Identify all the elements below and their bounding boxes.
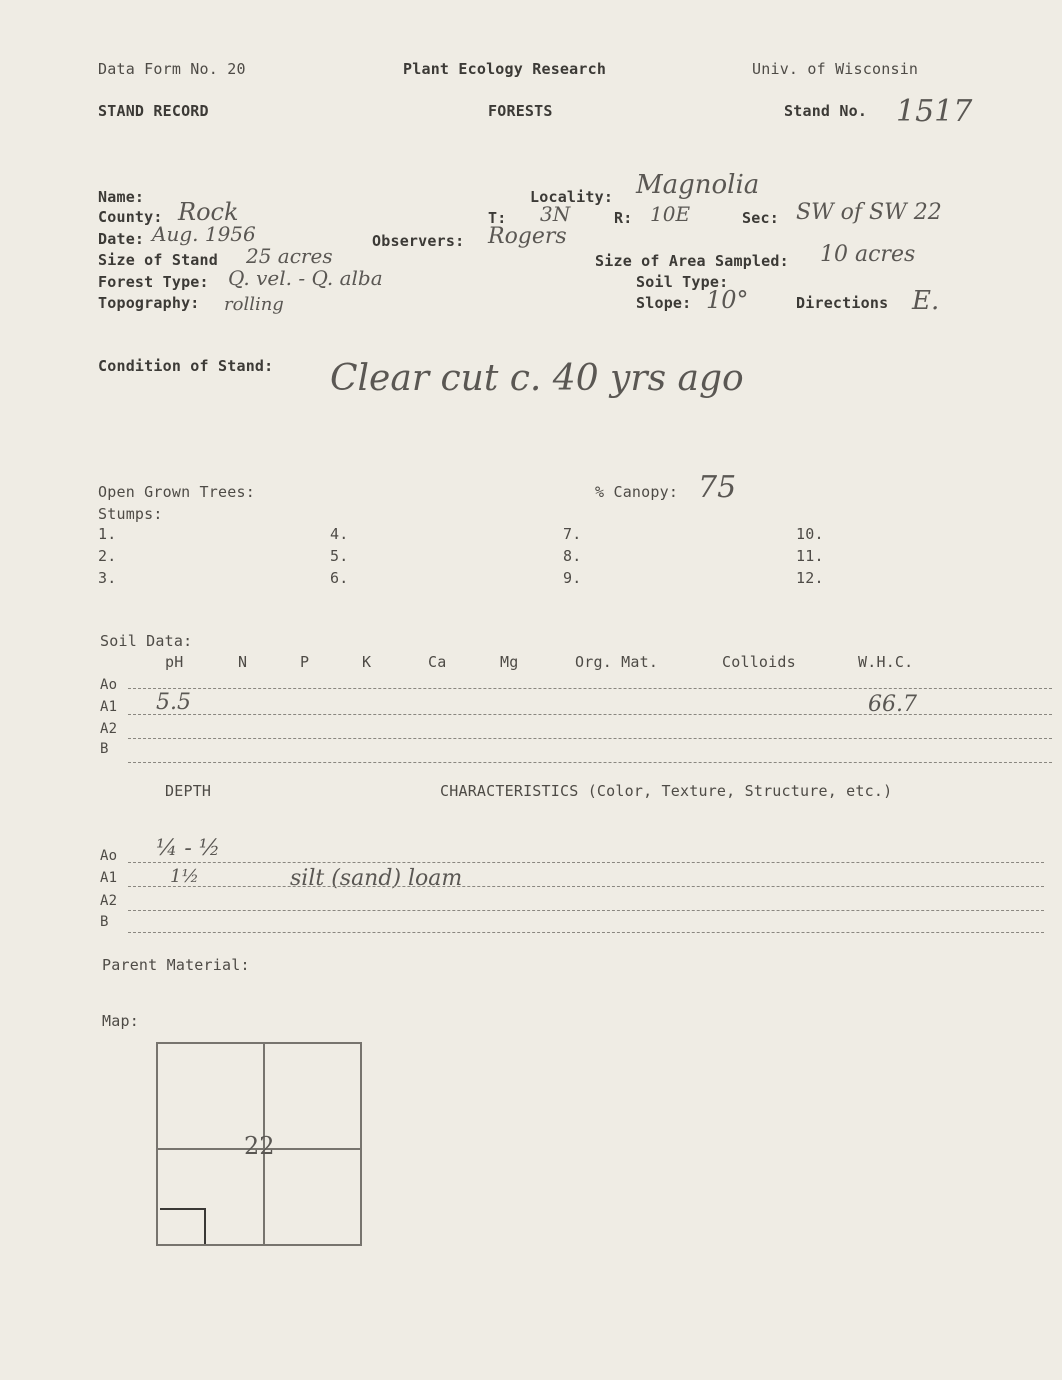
parent-material-label: Parent Material: xyxy=(102,956,250,974)
soil-row-line xyxy=(128,688,1052,689)
area-sampled-label: Size of Area Sampled: xyxy=(595,252,789,270)
stand-number-value: 1517 xyxy=(896,94,973,129)
topography-value: rolling xyxy=(224,294,284,315)
slope-label: Slope: xyxy=(636,294,692,312)
organization: Plant Ecology Research xyxy=(403,60,607,78)
record-title: STAND RECORD xyxy=(98,102,209,120)
soil-col-header: Ca xyxy=(428,653,447,671)
soil-row-label: B xyxy=(100,741,109,757)
map-label: Map: xyxy=(102,1012,139,1030)
slope-value: 10° xyxy=(706,286,749,314)
stand-number-label: Stand No. xyxy=(784,102,868,120)
date-value: Aug. 1956 xyxy=(152,222,256,246)
soil-type-label: Soil Type: xyxy=(636,273,729,291)
soil-data-label: Soil Data: xyxy=(100,632,193,650)
soil-col-header: K xyxy=(362,653,372,671)
stump-number: 5. xyxy=(330,547,349,565)
stumps-label: Stumps: xyxy=(98,505,163,523)
stump-number: 11. xyxy=(796,547,824,565)
condition-label: Condition of Stand: xyxy=(98,357,274,375)
soil-row-line xyxy=(128,738,1052,739)
section-label: Sec: xyxy=(742,209,779,227)
depth-row-label: A1 xyxy=(100,870,118,886)
soil-row-line xyxy=(128,762,1052,763)
depth-row-label: B xyxy=(100,914,109,930)
a1-whc-value: 66.7 xyxy=(868,692,917,717)
topography-label: Topography: xyxy=(98,294,200,312)
form-number: Data Form No. 20 xyxy=(98,60,246,78)
stump-number: 2. xyxy=(98,547,117,565)
soil-row-line xyxy=(128,714,1052,715)
directions-value: E. xyxy=(912,286,940,316)
stump-number: 8. xyxy=(563,547,582,565)
soil-col-header: pH xyxy=(165,653,184,671)
soil-col-header: N xyxy=(238,653,248,671)
stump-number: 6. xyxy=(330,569,349,587)
observers-value: Rogers xyxy=(488,224,567,249)
characteristics-label: CHARACTERISTICS (Color, Texture, Structure, etc.) xyxy=(440,782,893,800)
soil-row-label: A2 xyxy=(100,721,118,737)
soil-col-header: W.H.C. xyxy=(858,653,914,671)
depth-row-label: A2 xyxy=(100,893,118,909)
depth-row-line xyxy=(128,910,1044,911)
stump-number: 3. xyxy=(98,569,117,587)
condition-value: Clear cut c. 40 yrs ago xyxy=(330,358,744,399)
range-label: R: xyxy=(614,209,633,227)
soil-col-header: P xyxy=(300,653,310,671)
soil-row-label: Ao xyxy=(100,677,118,693)
stump-number: 10. xyxy=(796,525,824,543)
range-value: 10E xyxy=(650,202,691,226)
canopy-label: % Canopy: xyxy=(595,483,679,501)
size-of-stand-value: 25 acres xyxy=(246,244,333,268)
size-of-stand-label: Size of Stand xyxy=(98,251,218,269)
soil-col-header: Org. Mat. xyxy=(575,653,659,671)
ao-depth-value: ¼ - ½ xyxy=(156,836,221,861)
a1-characteristics-value: silt (sand) loam xyxy=(290,866,463,891)
category-title: FORESTS xyxy=(488,102,553,120)
township-value: 3N xyxy=(540,202,571,226)
stump-number: 12. xyxy=(796,569,824,587)
county-label: County: xyxy=(98,208,163,226)
depth-row-line xyxy=(128,932,1044,933)
depth-row-label: Ao xyxy=(100,848,118,864)
forest-type-value: Q. vel. - Q. alba xyxy=(228,266,383,290)
canopy-value: 75 xyxy=(698,470,737,505)
forest-type-label: Forest Type: xyxy=(98,273,209,291)
date-label: Date: xyxy=(98,230,145,248)
depth-row-line xyxy=(128,886,1044,887)
section-value: SW of SW 22 xyxy=(796,200,942,225)
locality-label: Locality: xyxy=(530,188,614,206)
county-value: Rock xyxy=(178,198,239,226)
university: Univ. of Wisconsin xyxy=(752,60,919,78)
name-label: Name: xyxy=(98,188,145,206)
soil-col-header: Mg xyxy=(500,653,519,671)
directions-label: Directions xyxy=(796,294,889,312)
open-grown-trees-label: Open Grown Trees: xyxy=(98,483,255,501)
locality-value: Magnolia xyxy=(636,170,760,200)
stump-number: 9. xyxy=(563,569,582,587)
map-stand-marker xyxy=(160,1208,206,1244)
depth-row-line xyxy=(128,862,1044,863)
soil-row-label: A1 xyxy=(100,699,118,715)
stump-number: 7. xyxy=(563,525,582,543)
a1-depth-value: 1½ xyxy=(170,866,199,887)
a1-ph-value: 5.5 xyxy=(156,690,191,715)
stump-number: 1. xyxy=(98,525,117,543)
area-sampled-value: 10 acres xyxy=(820,242,916,267)
stump-number: 4. xyxy=(330,525,349,543)
observers-label: Observers: xyxy=(372,232,465,250)
soil-col-header: Colloids xyxy=(722,653,796,671)
township-label: T: xyxy=(488,209,507,227)
map-section-number: 22 xyxy=(244,1132,275,1160)
depth-label: DEPTH xyxy=(165,782,212,800)
